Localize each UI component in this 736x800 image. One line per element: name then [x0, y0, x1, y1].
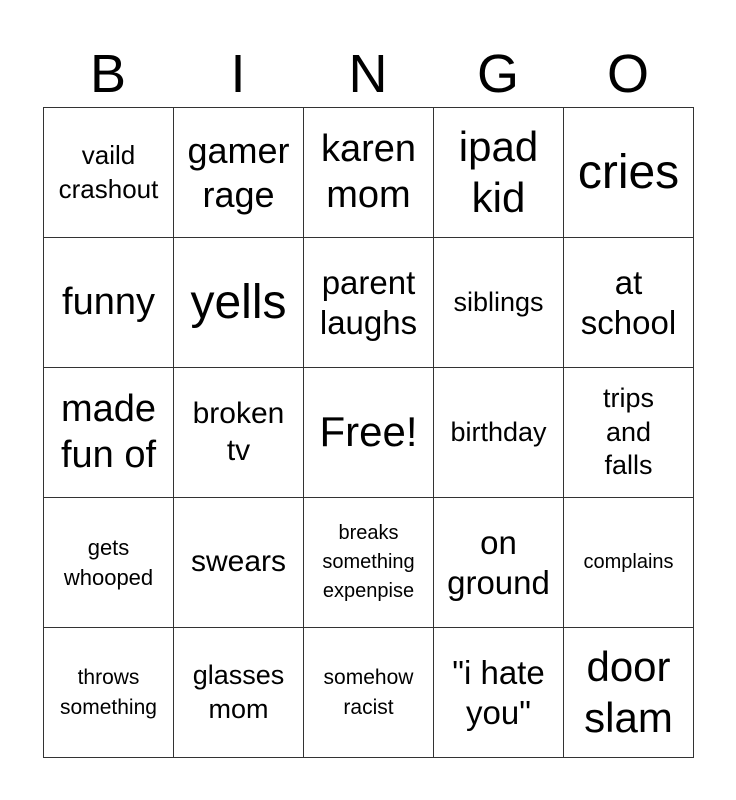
- board-row: [44, 368, 694, 498]
- cell-text: yells: [190, 275, 287, 329]
- bingo-cell[interactable]: [304, 498, 434, 628]
- bingo-cell[interactable]: [44, 498, 174, 628]
- bingo-cell[interactable]: [44, 108, 174, 238]
- cell-text: throws something: [60, 666, 157, 719]
- cell-text: karen mom: [320, 127, 417, 216]
- cell-text: gets whooped: [63, 534, 154, 590]
- header-letter-i: I: [230, 44, 246, 104]
- bingo-cell[interactable]: [434, 238, 564, 368]
- bingo-cell[interactable]: [174, 238, 304, 368]
- header-letter-b: B: [89, 44, 127, 104]
- bingo-cell[interactable]: [174, 628, 304, 758]
- board-row: [44, 108, 694, 238]
- bingo-cell[interactable]: [304, 238, 434, 368]
- board-row: [44, 238, 694, 368]
- cell-text: siblings: [453, 286, 544, 317]
- board-row: [44, 628, 694, 758]
- bingo-cell[interactable]: [174, 108, 304, 238]
- header-letter-o: O: [606, 44, 649, 104]
- cell-text: gamer rage: [187, 129, 290, 215]
- cell-text: swears: [190, 545, 287, 579]
- bingo-cell[interactable]: [174, 498, 304, 628]
- bingo-cell[interactable]: [564, 368, 694, 498]
- cell-text: somehow racist: [323, 666, 414, 719]
- cell-text: trips and falls: [602, 382, 654, 481]
- free-space-text: Free!: [319, 408, 418, 456]
- cell-text: vaild crashout: [58, 139, 159, 204]
- cell-text: complains: [583, 551, 674, 573]
- bingo-cell[interactable]: [434, 108, 564, 238]
- cell-text: broken tv: [192, 396, 285, 467]
- cell-text: parent laughs: [319, 263, 418, 341]
- bingo-cell[interactable]: [564, 498, 694, 628]
- bingo-header: [43, 40, 693, 108]
- bingo-cell[interactable]: [304, 628, 434, 758]
- bingo-cell[interactable]: [304, 108, 434, 238]
- cell-text: door slam: [584, 643, 673, 741]
- cell-text: funny: [62, 280, 155, 323]
- free-space-cell[interactable]: [304, 368, 434, 498]
- cell-text: at school: [580, 263, 677, 341]
- bingo-board: [43, 107, 694, 758]
- bingo-cell[interactable]: [434, 368, 564, 498]
- cell-text: cries: [577, 145, 680, 199]
- cell-text: glasses mom: [192, 659, 285, 724]
- bingo-cell[interactable]: [564, 108, 694, 238]
- header-letter-g: G: [476, 44, 519, 104]
- bingo-cell[interactable]: [434, 628, 564, 758]
- cell-text: ipad kid: [458, 123, 539, 221]
- bingo-cell[interactable]: [44, 238, 174, 368]
- bingo-cell[interactable]: [434, 498, 564, 628]
- board-row: [44, 498, 694, 628]
- cell-text: "i hate you": [452, 653, 545, 731]
- cell-text: breaks something expenpise: [322, 522, 415, 602]
- bingo-cell[interactable]: [564, 238, 694, 368]
- bingo-cell[interactable]: [44, 628, 174, 758]
- cell-text: birthday: [450, 416, 547, 447]
- header-letter-n: N: [348, 44, 388, 104]
- cell-text: made fun of: [60, 387, 157, 476]
- bingo-cell[interactable]: [564, 628, 694, 758]
- bingo-cell[interactable]: [44, 368, 174, 498]
- cell-text: on ground: [447, 523, 550, 601]
- bingo-cell[interactable]: [174, 368, 304, 498]
